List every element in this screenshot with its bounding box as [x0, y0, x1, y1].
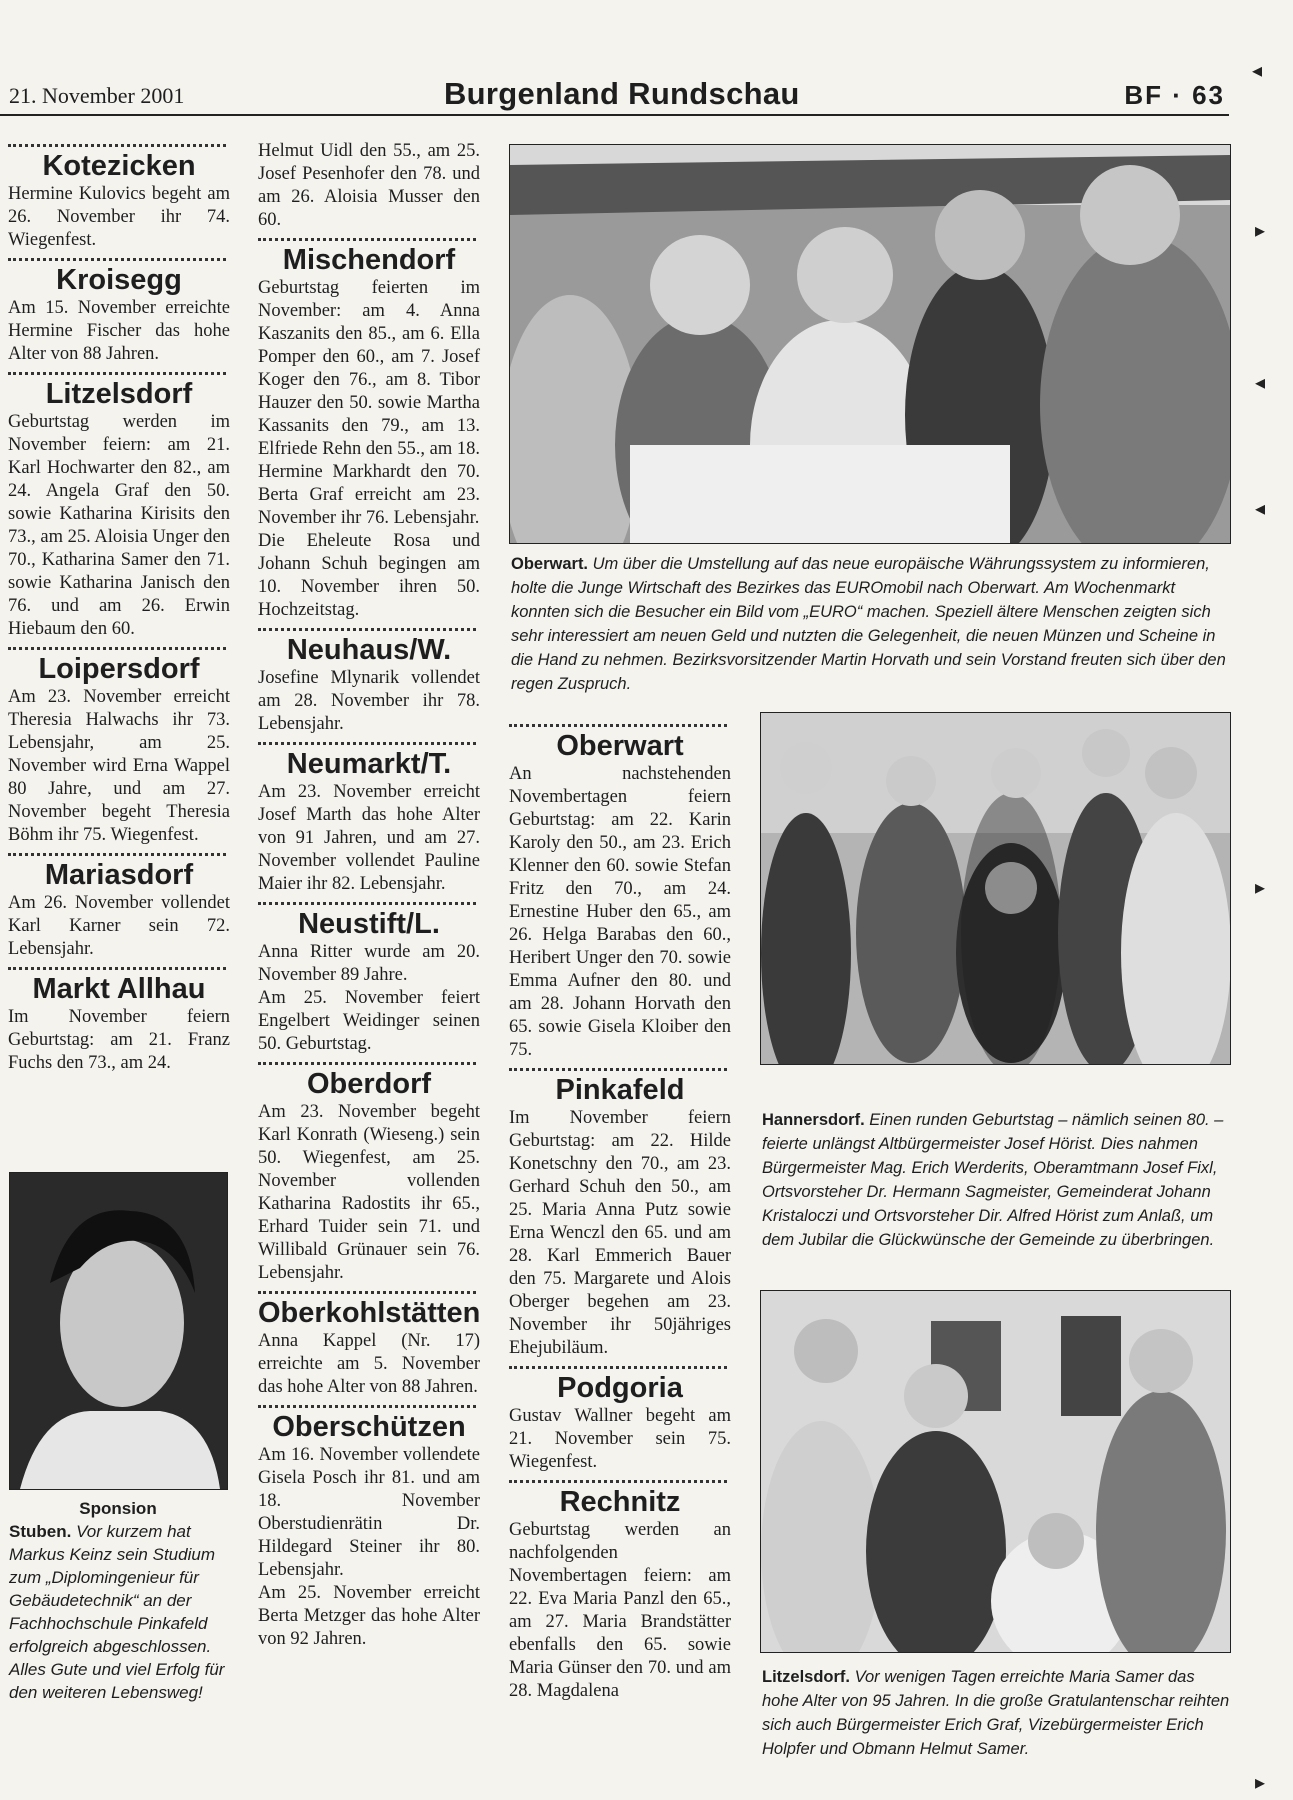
divider: [8, 258, 226, 261]
article-kroisegg: [8, 258, 230, 366]
article-body: Am 23. November erreicht Josef Marth das hohe Alter von 91 Jahren, und am 27. November vollendet Pauline Maier ihr 82. Lebensjahr.: [258, 782, 480, 894]
group-photo-litzelsdorf: [760, 1290, 1231, 1653]
article-heading: Pinkafeld: [555, 1074, 685, 1106]
divider: [8, 372, 226, 375]
article-oberwart: [509, 724, 731, 1062]
margin-mark: ▸: [1255, 875, 1266, 899]
divider: [258, 1291, 476, 1294]
article-heading: Oberkohlstätten: [258, 1297, 481, 1329]
divider: [258, 1405, 476, 1408]
article-heading: Mischendorf: [282, 244, 456, 276]
article-heading: Neustift/L.: [298, 908, 440, 940]
article-body: Geburtstag werden im November feiern: am 21. Karl Hochwarter den 82., am 24. Angela Graf den 50. sowie Katharina Kirisits den 73., am 25. Aloisia Unger den 70., Katharina Samer den 71. sowie Katharina Janisch den 76. und am 26. Erwin Hiebaum den 60.: [8, 412, 230, 639]
article-heading: Oberdorf: [306, 1068, 432, 1100]
article-markt-allhau: [8, 967, 230, 1075]
article-oberschuetzen: [258, 1405, 480, 1651]
caption-text: Einen runden Geburtstag – nämlich seinen 80. – feierte unlängst Altbürgermeister Josef Hörist. Dies nahmen Bürgermeister Mag. Erich Werderits, Oberamtmann Josef Fixl, Ortsvorsteher Dr. Hermann Sagmeister, Gemeinderat Johann Kristaloczi und Ortsvorsteher Dir. Alfred Hörist zum Anlaß, um dem Jubilar die Glückwünsche der Gemeinde zu überbringen.: [762, 1111, 1224, 1249]
article-neustift: [258, 902, 480, 1056]
caption-text: Um über die Umstellung auf das neue europäische Währungssystem zu informieren, holte die Junge Wirtschaft des Bezirkes das EUROmobil nach Oberwart. Am Wochenmarkt konnten sich die Besucher ein Bild vom „EURO“ machen. Speziell ältere Menschen zeigten sich sehr interessiert am neuen Geld und nutzten die Gelegenheit, die neuen Münzen und Scheine in die Hand zu nehmen. Bezirksvorsitzender Martin Horvath und sein Vorstand freuten sich über den regen Zuspruch.: [511, 555, 1226, 693]
divider: [258, 238, 476, 241]
page-number: BF · 63: [1124, 80, 1225, 110]
group-image-hannersdorf: [761, 713, 1230, 1064]
caption-place: Litzelsdorf.: [762, 1668, 851, 1686]
article-body: Josefine Mlynarik vollendet am 28. November ihr 78. Lebensjahr.: [258, 668, 480, 734]
article-heading: Podgoria: [557, 1372, 683, 1404]
article-body: Geburtstag feierten im November: am 4. Anna Kaszanits den 85., am 6. Ella Pomper den 60., am 7. Josef Koger den 76., am 8. Tibor Hauzer den 50. sowie Martha Kassanits den 79., am 13. Elfriede Rehn den 55., am 18. Hermine Markhardt den 70. Berta Graf erreicht am 23. November ihr 76. Lebensjahr.: [258, 278, 480, 528]
header-rule: [0, 114, 1229, 116]
article-neumarkt: [258, 742, 480, 896]
divider: [509, 1480, 727, 1483]
article-mischendorf: [258, 238, 480, 622]
divider: [8, 647, 226, 650]
column-2: [258, 140, 480, 1657]
group-photo-hannersdorf: [760, 712, 1231, 1065]
divider: [8, 967, 226, 970]
article-body: Am 23. November erreicht Theresia Halwachs ihr 73. Lebensjahr, am 25. November wird Erna Wappel 80 Jahre, und am 27. November begeht Theresia Böhm ihr 75. Wiegenfest.: [8, 687, 230, 845]
divider: [8, 853, 226, 856]
divider: [8, 144, 226, 147]
article-body: An nachstehenden Novembertagen feiern Geburtstag: am 22. Karin Karoly den 50., am 23. Erich Klenner den 60. sowie Stefan Fritz den 70., am 24. Ernestine Huber den 65., am 26. Helga Barabas den 60., Heribert Unger den 70. sowie Emma Aufner den 80. und am 28. Johann Horvath den 65. sowie Gisela Kloiber den 75.: [509, 764, 731, 1060]
article-body: Am 25. November feiert Engelbert Weidinger seinen 50. Geburtstag.: [258, 988, 480, 1054]
caption-place: Oberwart.: [511, 555, 589, 573]
article-rechnitz: [509, 1480, 731, 1703]
article-body: Am 23. November begeht Karl Konrath (Wieseng.) sein 50. Wiegenfest, am 25. November vollenden Katharina Radostits ihr 65., Erhard Tuider sein 71. und Willibald Grünauer sein 76. Lebensjahr.: [258, 1102, 480, 1283]
article-body: Geburtstag werden an nachfolgenden Novembertagen feiern: am 22. Eva Maria Panzl den 65., am 27. Maria Brandstätter ebenfalls den 65. sowie Maria Günser den 70. und am 28. Magdalena: [509, 1520, 731, 1701]
article-heading: Neumarkt/T.: [286, 748, 452, 780]
issue-date: 21. November 2001: [9, 83, 185, 108]
margin-mark: ◂: [1252, 58, 1263, 82]
article-heading: Rechnitz: [559, 1486, 681, 1518]
article-loipersdorf: [8, 647, 230, 847]
divider: [258, 1062, 476, 1065]
column-3: [509, 724, 731, 1709]
caption-litzelsdorf: [762, 1665, 1232, 1761]
article-heading: Neuhaus/W.: [286, 634, 452, 666]
article-neuhaus: [258, 628, 480, 736]
newspaper-title: Burgenland Rundschau: [444, 76, 800, 111]
article-body: Am 16. November vollendete Gisela Posch ihr 81. und am 18. November Oberstudienrätin Dr. Hildegard Steiner ihr 80. Lebensjahr.: [258, 1445, 480, 1580]
article-body: Gustav Wallner begeht am 21. November sein 75. Wiegenfest.: [509, 1406, 731, 1472]
article-continuation: Helmut Uidl den 55., am 25. Josef Pesenhofer den 78. und am 26. Aloisia Musser den 60.: [258, 141, 480, 230]
article-mariasdorf: [8, 853, 230, 961]
article-oberdorf: [258, 1062, 480, 1285]
caption-title: Sponsion: [79, 1499, 157, 1518]
article-body: Anna Ritter wurde am 20. November 89 Jahre.: [258, 942, 480, 985]
article-body: Im November feiern Geburtstag: am 22. Hilde Konetschny den 70., am 23. Gerhard Schuh den 50., am 25. Maria Anna Putz sowie Erna Wenczl den 65. und am 28. Karl Emmerich Bauer den 75. Margarete und Alois Oberger begehen am 23. November ihr 50jähriges Ehejubiläum.: [509, 1108, 731, 1358]
article-litzelsdorf: [8, 372, 230, 641]
article-kotezicken: [8, 144, 230, 252]
column-1: [8, 144, 230, 1081]
margin-mark: ▸: [1255, 218, 1266, 242]
caption-oberwart: [511, 552, 1227, 696]
margin-mark: ◂: [1255, 496, 1266, 520]
divider: [258, 628, 476, 631]
market-photo: [509, 144, 1231, 544]
article-oberkohlstaetten: [258, 1291, 480, 1399]
caption-text: Vor wenigen Tagen erreichte Maria Samer das hohe Alter von 95 Jahren. In die große Gratulantenschar reihten sich auch Bürgermeister Erich Graf, Vizebürgermeister Erich Holpfer und Obmann Helmut Samer.: [762, 1668, 1230, 1758]
market-image: [510, 145, 1230, 543]
caption-sponsion: [9, 1497, 227, 1704]
divider: [258, 742, 476, 745]
article-heading: Markt Allhau: [32, 973, 206, 1005]
article-body: Am 15. November erreichte Hermine Fischer das hohe Alter von 88 Jahren.: [8, 298, 230, 364]
page-header: [0, 0, 1293, 118]
divider: [509, 1366, 727, 1369]
group-image-litzelsdorf: [761, 1291, 1230, 1652]
divider: [509, 724, 727, 727]
article-body: Hermine Kulovics begeht am 26. November ihr 74. Wiegenfest.: [8, 184, 230, 250]
caption-place: Hannersdorf.: [762, 1111, 865, 1129]
article-body: Am 26. November vollendet Karl Karner sein 72. Lebensjahr.: [8, 893, 230, 959]
caption-text: Vor kurzem hat Markus Keinz sein Studium zum „Diplomingenieur für Gebäudetechnik“ an der Fachhochschule Pinkafeld erfolgreich abgeschlossen. Alles Gute und viel Erfolg für den weiteren Lebensweg!: [9, 1522, 225, 1702]
article-body: Die Eheleute Rosa und Johann Schuh begingen am 10. November ihren 50. Hochzeitstag.: [258, 531, 480, 620]
margin-mark: ◂: [1255, 370, 1266, 394]
article-pinkafeld: [509, 1068, 731, 1360]
article-heading: Kroisegg: [56, 264, 182, 296]
divider: [258, 902, 476, 905]
article-heading: Litzelsdorf: [45, 378, 193, 410]
divider: [509, 1068, 727, 1071]
portrait-image: [10, 1173, 227, 1489]
article-podgoria: [509, 1366, 731, 1474]
portrait-photo: [9, 1172, 228, 1490]
article-heading: Oberschützen: [272, 1411, 466, 1443]
article-body: Im November feiern Geburtstag: am 21. Franz Fuchs den 73., am 24.: [8, 1007, 230, 1073]
article-heading: Mariasdorf: [44, 859, 194, 891]
caption-hannersdorf: [762, 1108, 1232, 1252]
caption-place: Stuben.: [9, 1522, 72, 1541]
article-heading: Loipersdorf: [38, 653, 200, 685]
article-heading: Kotezicken: [42, 150, 196, 182]
margin-mark: ▸: [1255, 1770, 1266, 1794]
article-body: Anna Kappel (Nr. 17) erreichte am 5. November das hohe Alter von 88 Jahren.: [258, 1331, 480, 1397]
article-body: Am 25. November erreicht Berta Metzger das hohe Alter von 92 Jahren.: [258, 1583, 480, 1649]
article-heading: Oberwart: [556, 730, 684, 762]
